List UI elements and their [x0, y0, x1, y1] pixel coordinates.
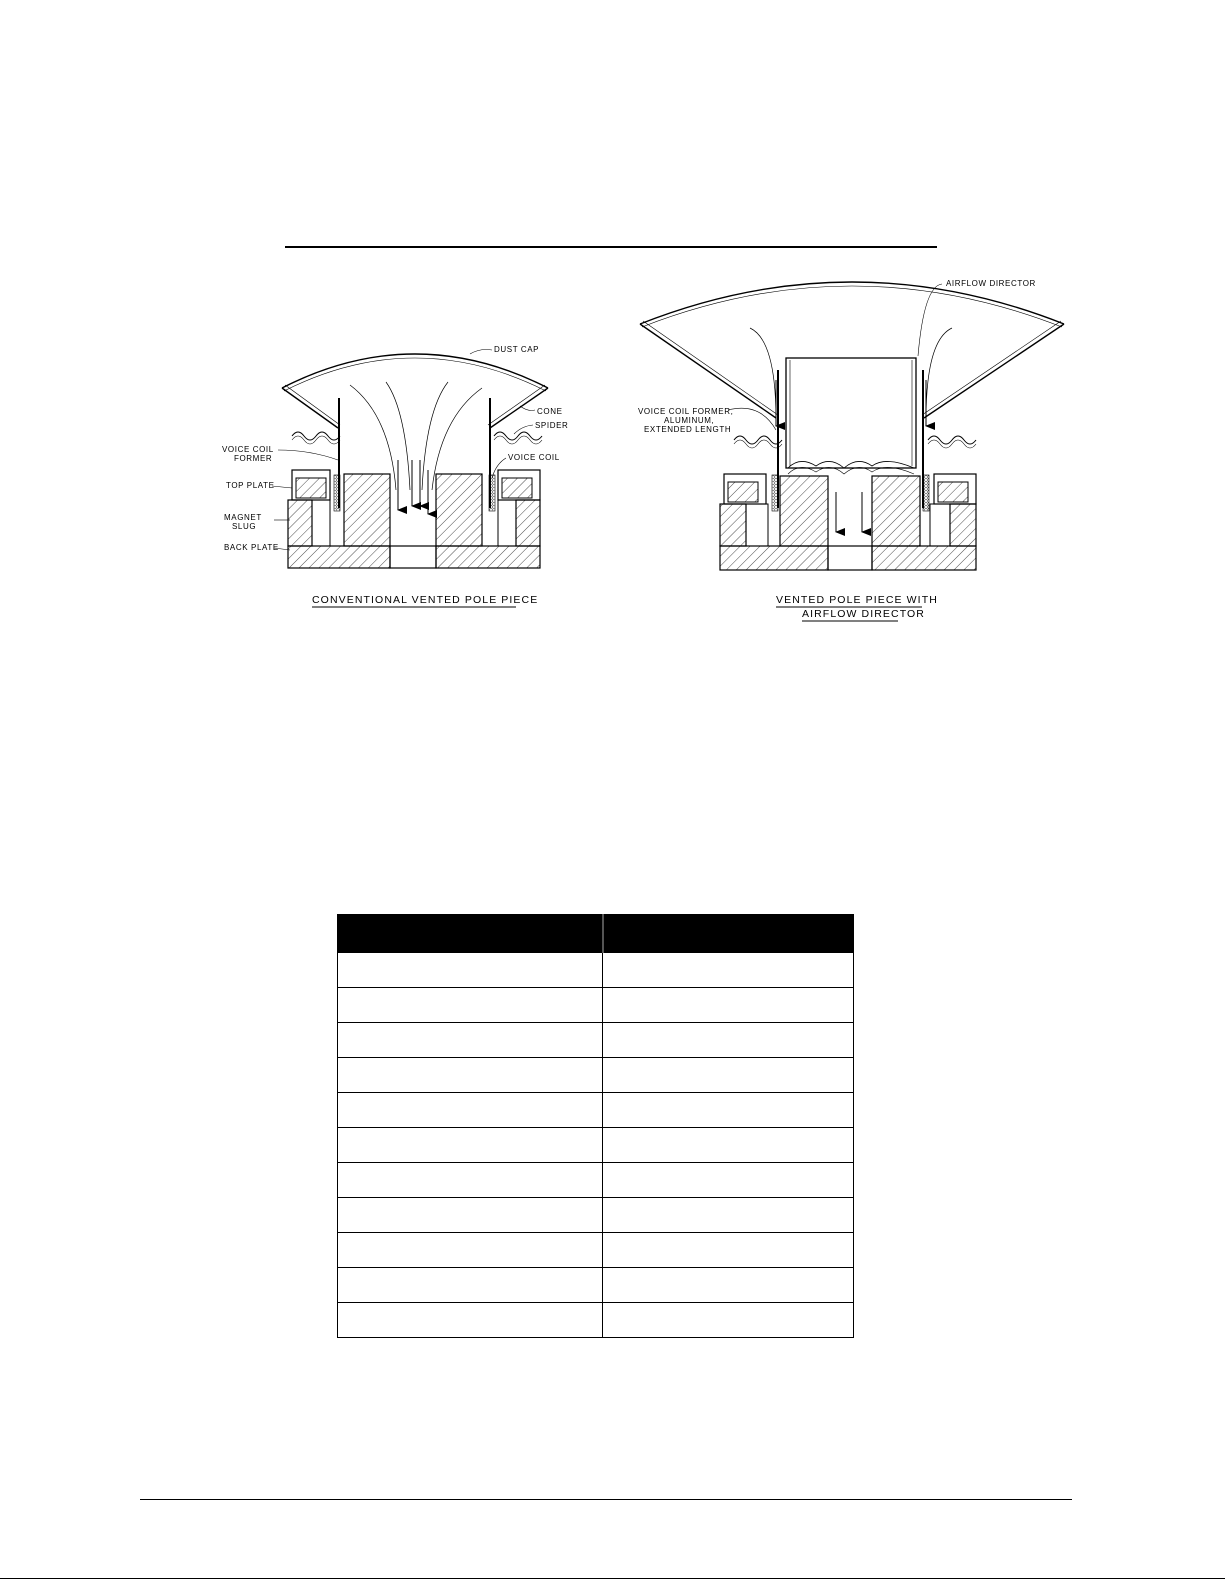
table-cell [603, 988, 854, 1023]
caption-conventional: CONVENTIONAL VENTED POLE PIECE [312, 594, 539, 606]
table-cell [338, 1128, 603, 1163]
table-row [338, 1058, 854, 1093]
table-row [338, 1023, 854, 1058]
table-cell [338, 1303, 603, 1338]
table-row [338, 1303, 854, 1338]
table-row [338, 988, 854, 1023]
label-magnet-1: MAGNET [224, 513, 262, 522]
label-back-plate: BACK PLATE [224, 543, 279, 552]
table-cell [603, 1198, 854, 1233]
table-cell [338, 1163, 603, 1198]
table-cell [338, 1198, 603, 1233]
table-row [338, 1128, 854, 1163]
cone [282, 354, 548, 428]
back-plate [720, 546, 828, 570]
label-former-2: ALUMINUM, [664, 416, 715, 425]
table-cell [338, 1023, 603, 1058]
airflow-director [786, 358, 916, 474]
footer-rule [140, 1499, 1072, 1500]
label-magnet-2: SLUG [232, 522, 257, 531]
table-cell [338, 1233, 603, 1268]
label-top-plate: TOP PLATE [226, 481, 275, 490]
table-header-row [338, 915, 854, 953]
table-cell [603, 1023, 854, 1058]
table-cell [603, 1163, 854, 1198]
table-row [338, 1233, 854, 1268]
caption-airflow-line1: VENTED POLE PIECE WITH [776, 594, 938, 606]
label-former-3: EXTENDED LENGTH [644, 425, 732, 434]
table-row [338, 953, 854, 988]
table-cell [338, 1093, 603, 1128]
table-cell [338, 1058, 603, 1093]
table-cell [603, 1058, 854, 1093]
table-row [338, 1163, 854, 1198]
label-cone: CONE [537, 407, 563, 416]
table-cell [338, 988, 603, 1023]
table-cell [603, 1303, 854, 1338]
pole-piece [780, 476, 828, 546]
table-row [338, 1198, 854, 1233]
table-header-cell [603, 915, 854, 953]
label-dust-cap: DUST CAP [494, 345, 540, 354]
caption-airflow-line2: AIRFLOW DIRECTOR [802, 608, 925, 620]
pole-piece [344, 474, 390, 546]
label-voice-coil-former-2: FORMER [234, 454, 273, 463]
back-plate [288, 546, 390, 568]
table-cell [338, 1268, 603, 1303]
airflow-director-pole-piece-diagram [620, 270, 1080, 630]
table-row [338, 1268, 854, 1303]
table-body [338, 953, 854, 1338]
header-rule [285, 246, 937, 248]
table-cell [603, 1093, 854, 1128]
table-cell [603, 953, 854, 988]
conventional-vented-pole-piece-diagram [200, 330, 580, 630]
magnet [288, 500, 312, 546]
voice-coil [772, 475, 778, 511]
label-voice-coil: VOICE COIL [508, 453, 560, 462]
table-cell [603, 1128, 854, 1163]
spec-table [337, 914, 854, 1338]
table-cell [603, 1233, 854, 1268]
table-row [338, 1093, 854, 1128]
table-cell [338, 953, 603, 988]
page-bottom-edge [0, 1578, 1225, 1579]
label-spider: SPIDER [535, 421, 569, 430]
voice-coil [334, 475, 340, 511]
cone [640, 282, 1064, 418]
label-airflow-director: AIRFLOW DIRECTOR [946, 279, 1036, 288]
table-cell [603, 1268, 854, 1303]
label-former-1: VOICE COIL FORMER, [638, 407, 734, 416]
label-voice-coil-former-1: VOICE COIL [222, 445, 274, 454]
table-header-cell [338, 915, 603, 953]
